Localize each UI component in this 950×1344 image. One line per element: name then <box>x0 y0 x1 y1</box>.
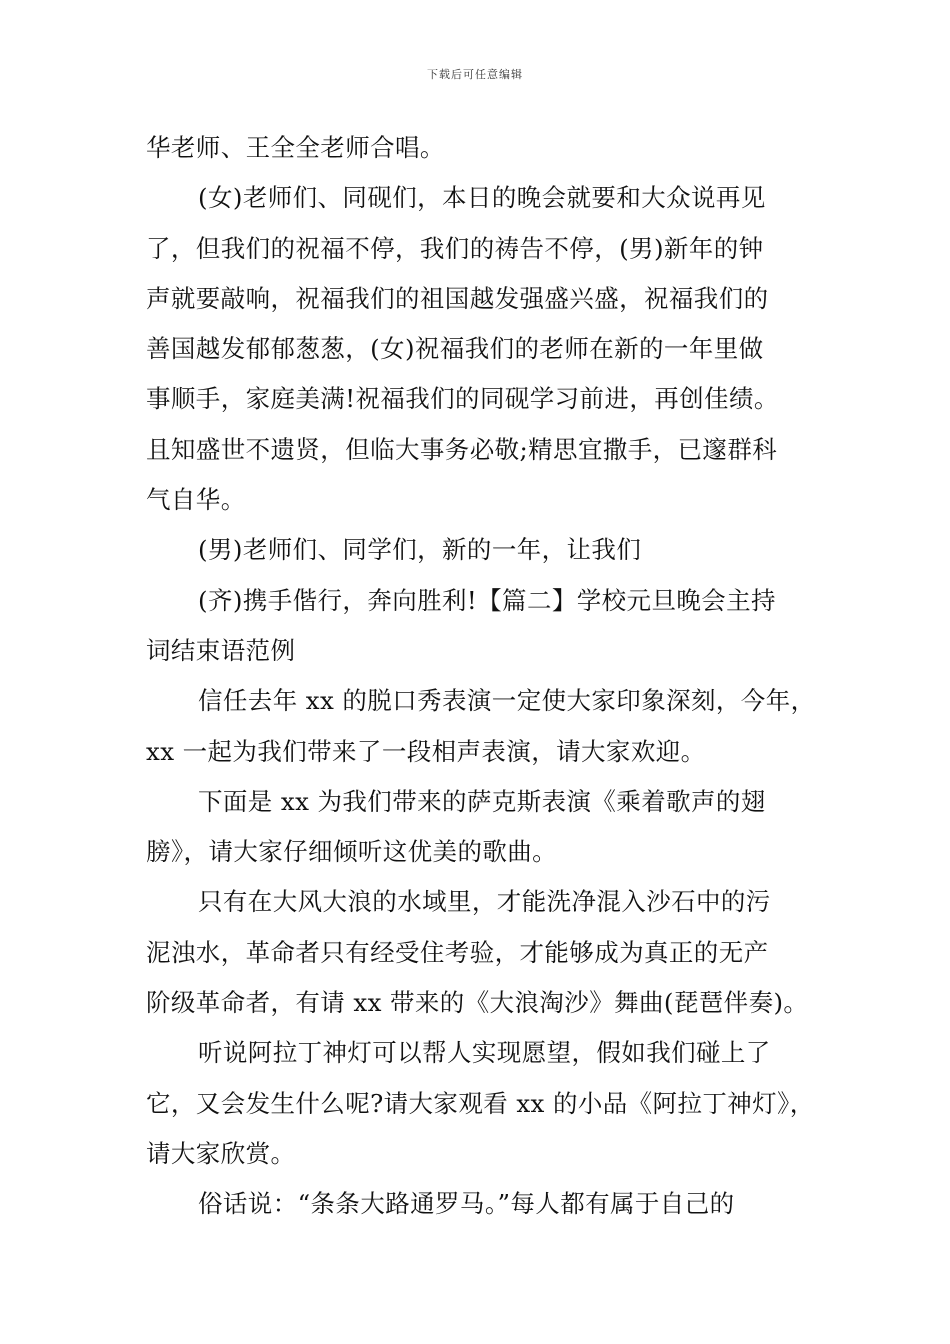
text-line: 它，又会发生什么呢?请大家观看 xx 的小品《阿拉丁神灯》， <box>146 1088 815 1118</box>
text-line: 信任去年 xx 的脱口秀表演一定使大家印象深刻，今年， <box>198 686 816 716</box>
text-line: 泥浊水，革命者只有经受住考验，才能够成为真正的无产 <box>146 937 769 967</box>
text-line: 请大家欣赏。 <box>146 1138 296 1168</box>
text-line: (女)老师们、同砚们，本日的晚会就要和大众说再见 <box>198 183 766 213</box>
text-line: 气自华。 <box>146 485 246 515</box>
text-line: 词结束语范例 <box>146 635 296 665</box>
text-line: 阶级革命者，有请 xx 带来的《大浪淘沙》舞曲(琵琶伴奏)。 <box>146 988 809 1018</box>
text-line: 了，但我们的祝福不停，我们的祷告不停，(男)新年的钟 <box>146 233 764 263</box>
text-line: xx 一起为我们带来了一段相声表演，请大家欢迎。 <box>146 736 706 766</box>
text-line: 下面是 xx 为我们带来的萨克斯表演《乘着歌声的翅 <box>198 786 766 816</box>
text-line: 膀》，请大家仔细倾听这优美的歌曲。 <box>146 837 558 867</box>
text-line: 俗话说：“条条大路通罗马。”每人都有属于自己的 <box>198 1189 735 1219</box>
page-header: 下载后可任意编辑 <box>427 68 523 81</box>
text-line: 只有在大风大浪的水域里，才能洗净混入沙石中的污 <box>198 887 771 917</box>
text-line: 听说阿拉丁神灯可以帮人实现愿望，假如我们碰上了 <box>198 1038 771 1068</box>
text-line: (齐)携手偕行，奔向胜利!【篇二】学校元旦晚会主持 <box>198 585 776 615</box>
text-line: 事顺手，家庭美满!祝福我们的同砚学习前进，再创佳绩。 <box>146 384 779 414</box>
text-line: (男)老师们、同学们，新的一年，让我们 <box>198 535 642 565</box>
document-body <box>146 128 814 1235</box>
text-line: 且知盛世不遗贤，但临大事务必敬;精思宜撒手，已邃群科 <box>146 434 778 464</box>
text-line: 声就要敲响，祝福我们的祖国越发强盛兴盛，祝福我们的 <box>146 283 769 313</box>
text-line: 华老师、王全全老师合唱。 <box>146 133 445 162</box>
text-line: 善国越发郁郁葱葱，(女)祝福我们的老师在新的一年里做 <box>146 334 764 364</box>
